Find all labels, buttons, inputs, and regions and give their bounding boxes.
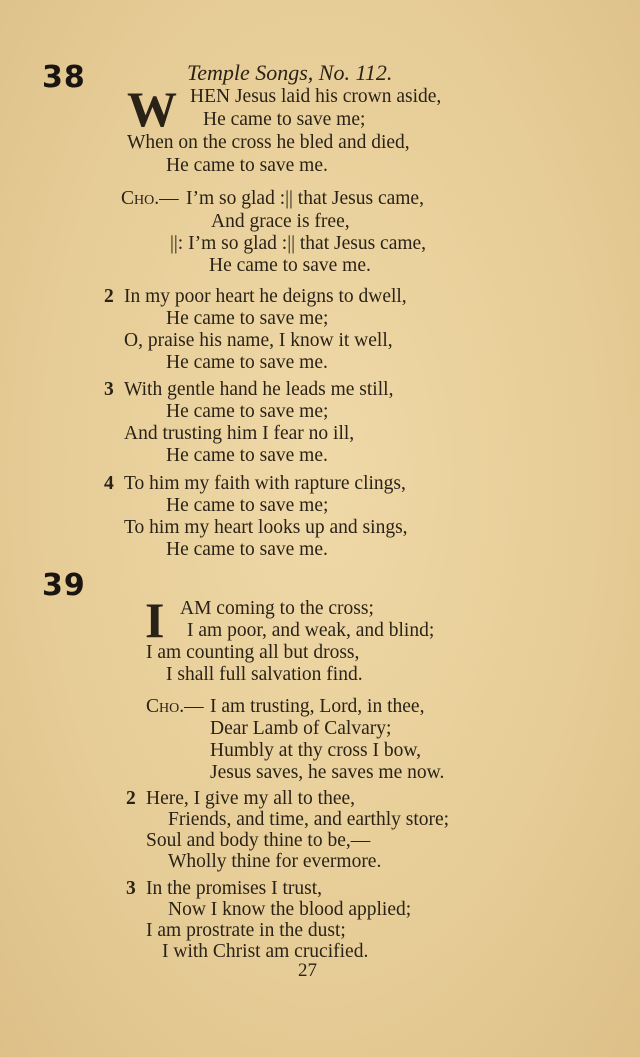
verse-line: He came to save me. [166, 445, 328, 466]
verse-line: Now I know the blood applied; [168, 899, 412, 920]
verse-line: Wholly thine for evermore. [168, 851, 382, 872]
verse-line: He came to save me; [166, 401, 329, 422]
verse-line: He came to save me. [166, 352, 328, 373]
chorus-line: And grace is free, [211, 211, 350, 232]
verse-line: I shall full salvation find. [166, 664, 363, 685]
verse-line: He came to save me; [166, 308, 329, 329]
chorus-line: Dear Lamb of Calvary; [210, 718, 392, 739]
stanza-number: 3 [126, 878, 136, 899]
verse-line: AM coming to the cross; [180, 598, 374, 619]
chorus-line: ||: I’m so glad :|| that Jesus came, [170, 233, 427, 254]
verse-line: When on the cross he bled and died, [127, 132, 410, 153]
chorus-line: I am trusting, Lord, in thee, [210, 696, 425, 717]
verse-line: He came to save me; [166, 495, 329, 516]
chorus-line: He came to save me. [209, 255, 371, 276]
verse-line: And trusting him I fear no ill, [124, 423, 355, 444]
hymn-number: 39 [42, 568, 86, 603]
verse-line: I am poor, and weak, and blind; [187, 620, 435, 641]
verse-line: He came to save me; [203, 109, 366, 130]
verse-line: He came to save me. [166, 155, 328, 176]
drop-cap: W [127, 81, 177, 137]
chorus-line: Humbly at thy cross I bow, [210, 740, 422, 761]
stanza-number: 2 [104, 286, 114, 307]
page-number: 27 [298, 960, 317, 981]
chorus-label: Cho.— [121, 188, 179, 209]
verse-line: To him my heart looks up and sings, [124, 517, 408, 538]
verse-line: HEN Jesus laid his crown aside, [190, 86, 442, 107]
hymn-source: Temple Songs, No. 112. [187, 60, 393, 85]
chorus-line: I’m so glad :|| that Jesus came, [186, 188, 424, 209]
hymn-number: 38 [42, 60, 86, 95]
verse-line: Soul and body thine to be,— [146, 830, 371, 851]
stanza-number: 4 [104, 473, 114, 494]
verse-line: I am counting all but dross, [146, 642, 360, 663]
verse-line: In my poor heart he deigns to dwell, [124, 286, 407, 307]
stanza-number: 3 [104, 379, 114, 400]
chorus-label: Cho.— [146, 696, 204, 717]
drop-cap: I [145, 592, 165, 648]
verse-line: Friends, and time, and earthly store; [168, 809, 450, 830]
verse-line: With gentle hand he leads me still, [124, 379, 394, 400]
verse-line: I am prostrate in the dust; [146, 920, 346, 941]
verse-line: O, praise his name, I know it well, [124, 330, 393, 351]
stanza-number: 2 [126, 788, 136, 809]
verse-line: In the promises I trust, [146, 878, 323, 899]
chorus-line: Jesus saves, he saves me now. [210, 762, 445, 783]
verse-line: Here, I give my all to thee, [146, 788, 356, 809]
verse-line: He came to save me. [166, 539, 328, 560]
verse-line: I with Christ am crucified. [162, 941, 369, 962]
verse-line: To him my faith with rapture clings, [124, 473, 406, 494]
